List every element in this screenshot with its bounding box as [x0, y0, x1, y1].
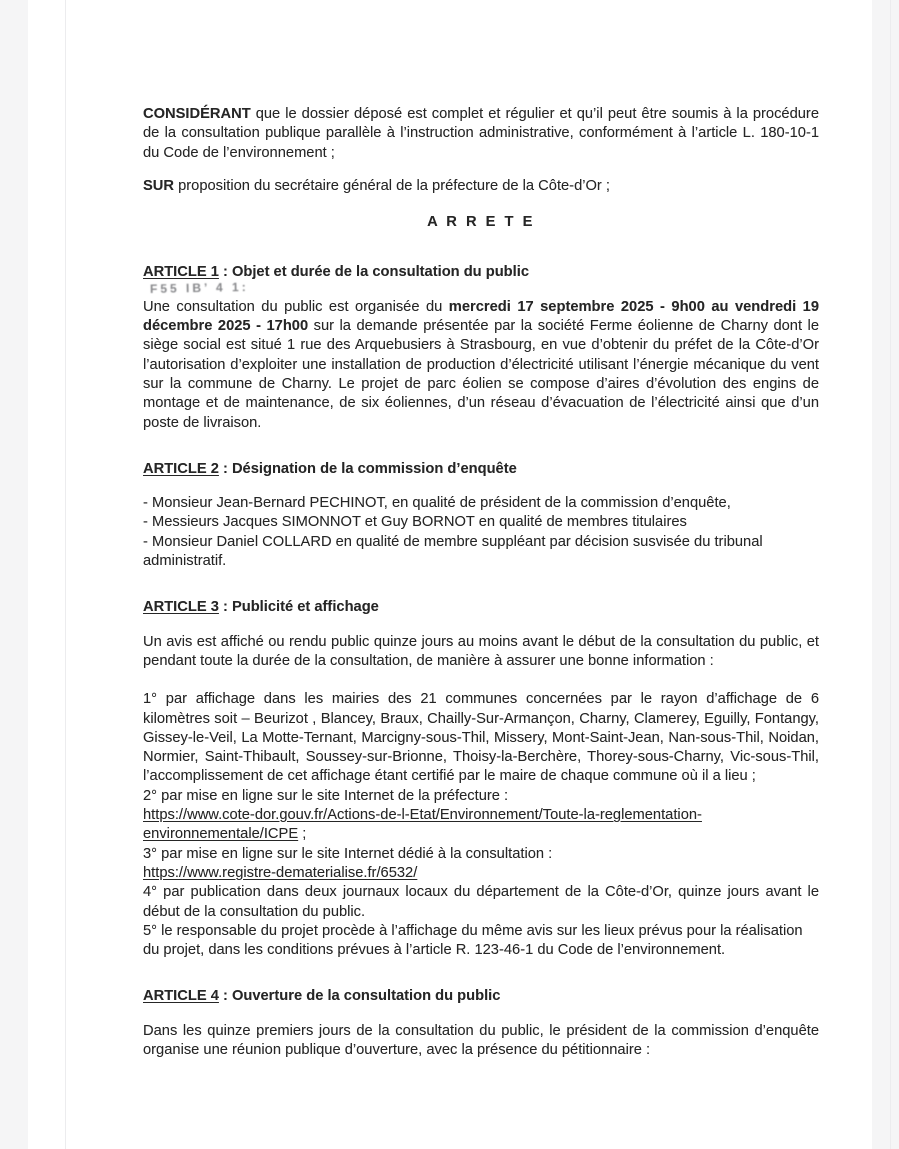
measure-item-2: 2° par mise en ligne sur le site Internet de la préfecture : — [143, 787, 509, 804]
article4-title: : Ouverture de la consultation du public — [218, 988, 501, 1005]
article3-heading — [143, 598, 819, 617]
article3-number: ARTICLE 3 — [143, 599, 219, 616]
article1-title: : Objet et durée de la consultation du public — [218, 264, 529, 281]
article3-intro: Un avis est affiché ou rendu public quinze jours au moins avant le début de la consultation du public, et pendant toute la durée de la consultation, de manière à assurer une bonne information : — [143, 633, 819, 669]
article2-heading — [143, 460, 819, 479]
article2-number: ARTICLE 2 — [143, 460, 219, 477]
measure-item-3: 3° par mise en ligne sur le site Internet dédié à la consultation : — [143, 845, 553, 862]
list-item: - Monsieur Daniel COLLARD en qualité de membre suppléant par décision susvisée du tribunal administratif. — [143, 533, 763, 570]
article1-number: ARTICLE 1 — [143, 264, 219, 281]
faint-stamp-artifact: F55 IB’ 4 1: — [149, 280, 249, 297]
measure-item-4: 4° par publication dans deux journaux locaux du département de la Côte-d’Or, quinze jours avant le début de la consultation du public. — [143, 884, 819, 920]
measure-item-1: 1° par affichage dans les mairies des 21 communes concernées par le rayon d’affichage de 6 kilomètres soit – Beurizot , Blancey, Braux, Chailly-Sur-Armançon, Charny, Clamerey, Eguilly, Fontangy, Gissey-le-Veil, La Motte-Ternant, Marcigny-sous-Thil, Missery, Mont-Saint-Jean, Nan-sous-Thil, Noidan, Normier, Saint-Thibault, Soussey-sur-Brionne, Thoisy-la-Berchère, Thorey-sous-Charny, Vic-sous-Thil, l’accomplissement de cet affichage étant certifié par le maire de chaque commune où il a lieu ; — [143, 691, 819, 785]
page-edge-left — [65, 0, 66, 1149]
list-item: - Messieurs Jacques SIMONNOT et Guy BORNOT en qualité de membres titulaires — [143, 514, 687, 531]
paragraph-considerant — [143, 0, 819, 163]
sur-text: proposition du secrétaire général de la préfecture de la Côte-d’Or ; — [174, 177, 610, 194]
article1-text-1: Une consultation du public est organisée du — [143, 298, 449, 315]
article4-number: ARTICLE 4 — [143, 988, 219, 1005]
article4-heading — [143, 987, 819, 1006]
document-content — [143, 0, 819, 1060]
article4-paragraph: Dans les quinze premiers jours de la consultation du public, le président de la commission d’enquête organise une réunion publique d’ouverture, avec la présence du pétitionnaire : — [143, 1022, 819, 1058]
sur-keyword: SUR — [143, 177, 175, 194]
considerant-text: que le dossier déposé est complet et régulier et qu’il peut être soumis à la procédure de la consultation publique parallèle à l’instruction administrative, conformément à l’article L. 180-10-1 du Code de l’environnement ; — [143, 106, 819, 161]
list-item: - Monsieur Jean-Bernard PECHINOT, en qualité de président de la commission d’enquête, — [143, 495, 731, 512]
considerant-keyword: CONSIDÉRANT — [143, 106, 251, 122]
link-suffix: ; — [298, 826, 307, 843]
registre-dematerialise-link[interactable]: https://www.registre-dematerialise.fr/6532/ — [143, 864, 418, 881]
article1-heading — [143, 263, 819, 297]
document-page — [28, 0, 872, 1149]
page-edge-right — [890, 0, 891, 1149]
commission-members-list — [143, 494, 819, 571]
article1-paragraph — [143, 298, 819, 433]
measure-item-5: 5° le responsable du projet procède à l’affichage du même avis sur les lieux prévus pour la réalisation du projet, dans les conditions prévues à l’article R. 123-46-1 du Code de l’environnement. — [143, 922, 803, 959]
article1-text-2: sur la demande présentée par la société Ferme éolienne de Charny dont le siège social est situé 1 rue des Arquebusiers à Strasbourg, en vue d’obtenir du préfet de la Côte-d’Or l’autorisation d’exploiter une installation de production d’électricité utilisant l’énergie mécanique du vent sur la commune de Charny. Le projet de parc éolien se compose d’aires d’évolution des engins de montage et de maintenance, de six éoliennes, d’un réseau d’évacuation de l’électricité ainsi que d’un poste de livraison. — [143, 318, 819, 431]
publicity-measures-list — [143, 690, 819, 960]
article3-title: : Publicité et affichage — [218, 599, 379, 616]
article2-title: : Désignation de la commission d’enquête — [218, 460, 517, 477]
measure-link-2-line — [143, 864, 819, 883]
consultation-dates: mercredi 17 septembre 2025 - 9h00 au vendredi 19 décembre 2025 - 17h00 — [143, 298, 819, 335]
arrete-title: A R R E T E — [427, 214, 535, 231]
paragraph-sur — [143, 177, 819, 196]
prefecture-website-link[interactable]: https://www.cote-dor.gouv.fr/Actions-de-l-Etat/Environnement/Toute-la-reglementation-environnementale/ICPE — [143, 807, 702, 843]
measure-link-1-line — [143, 806, 819, 845]
